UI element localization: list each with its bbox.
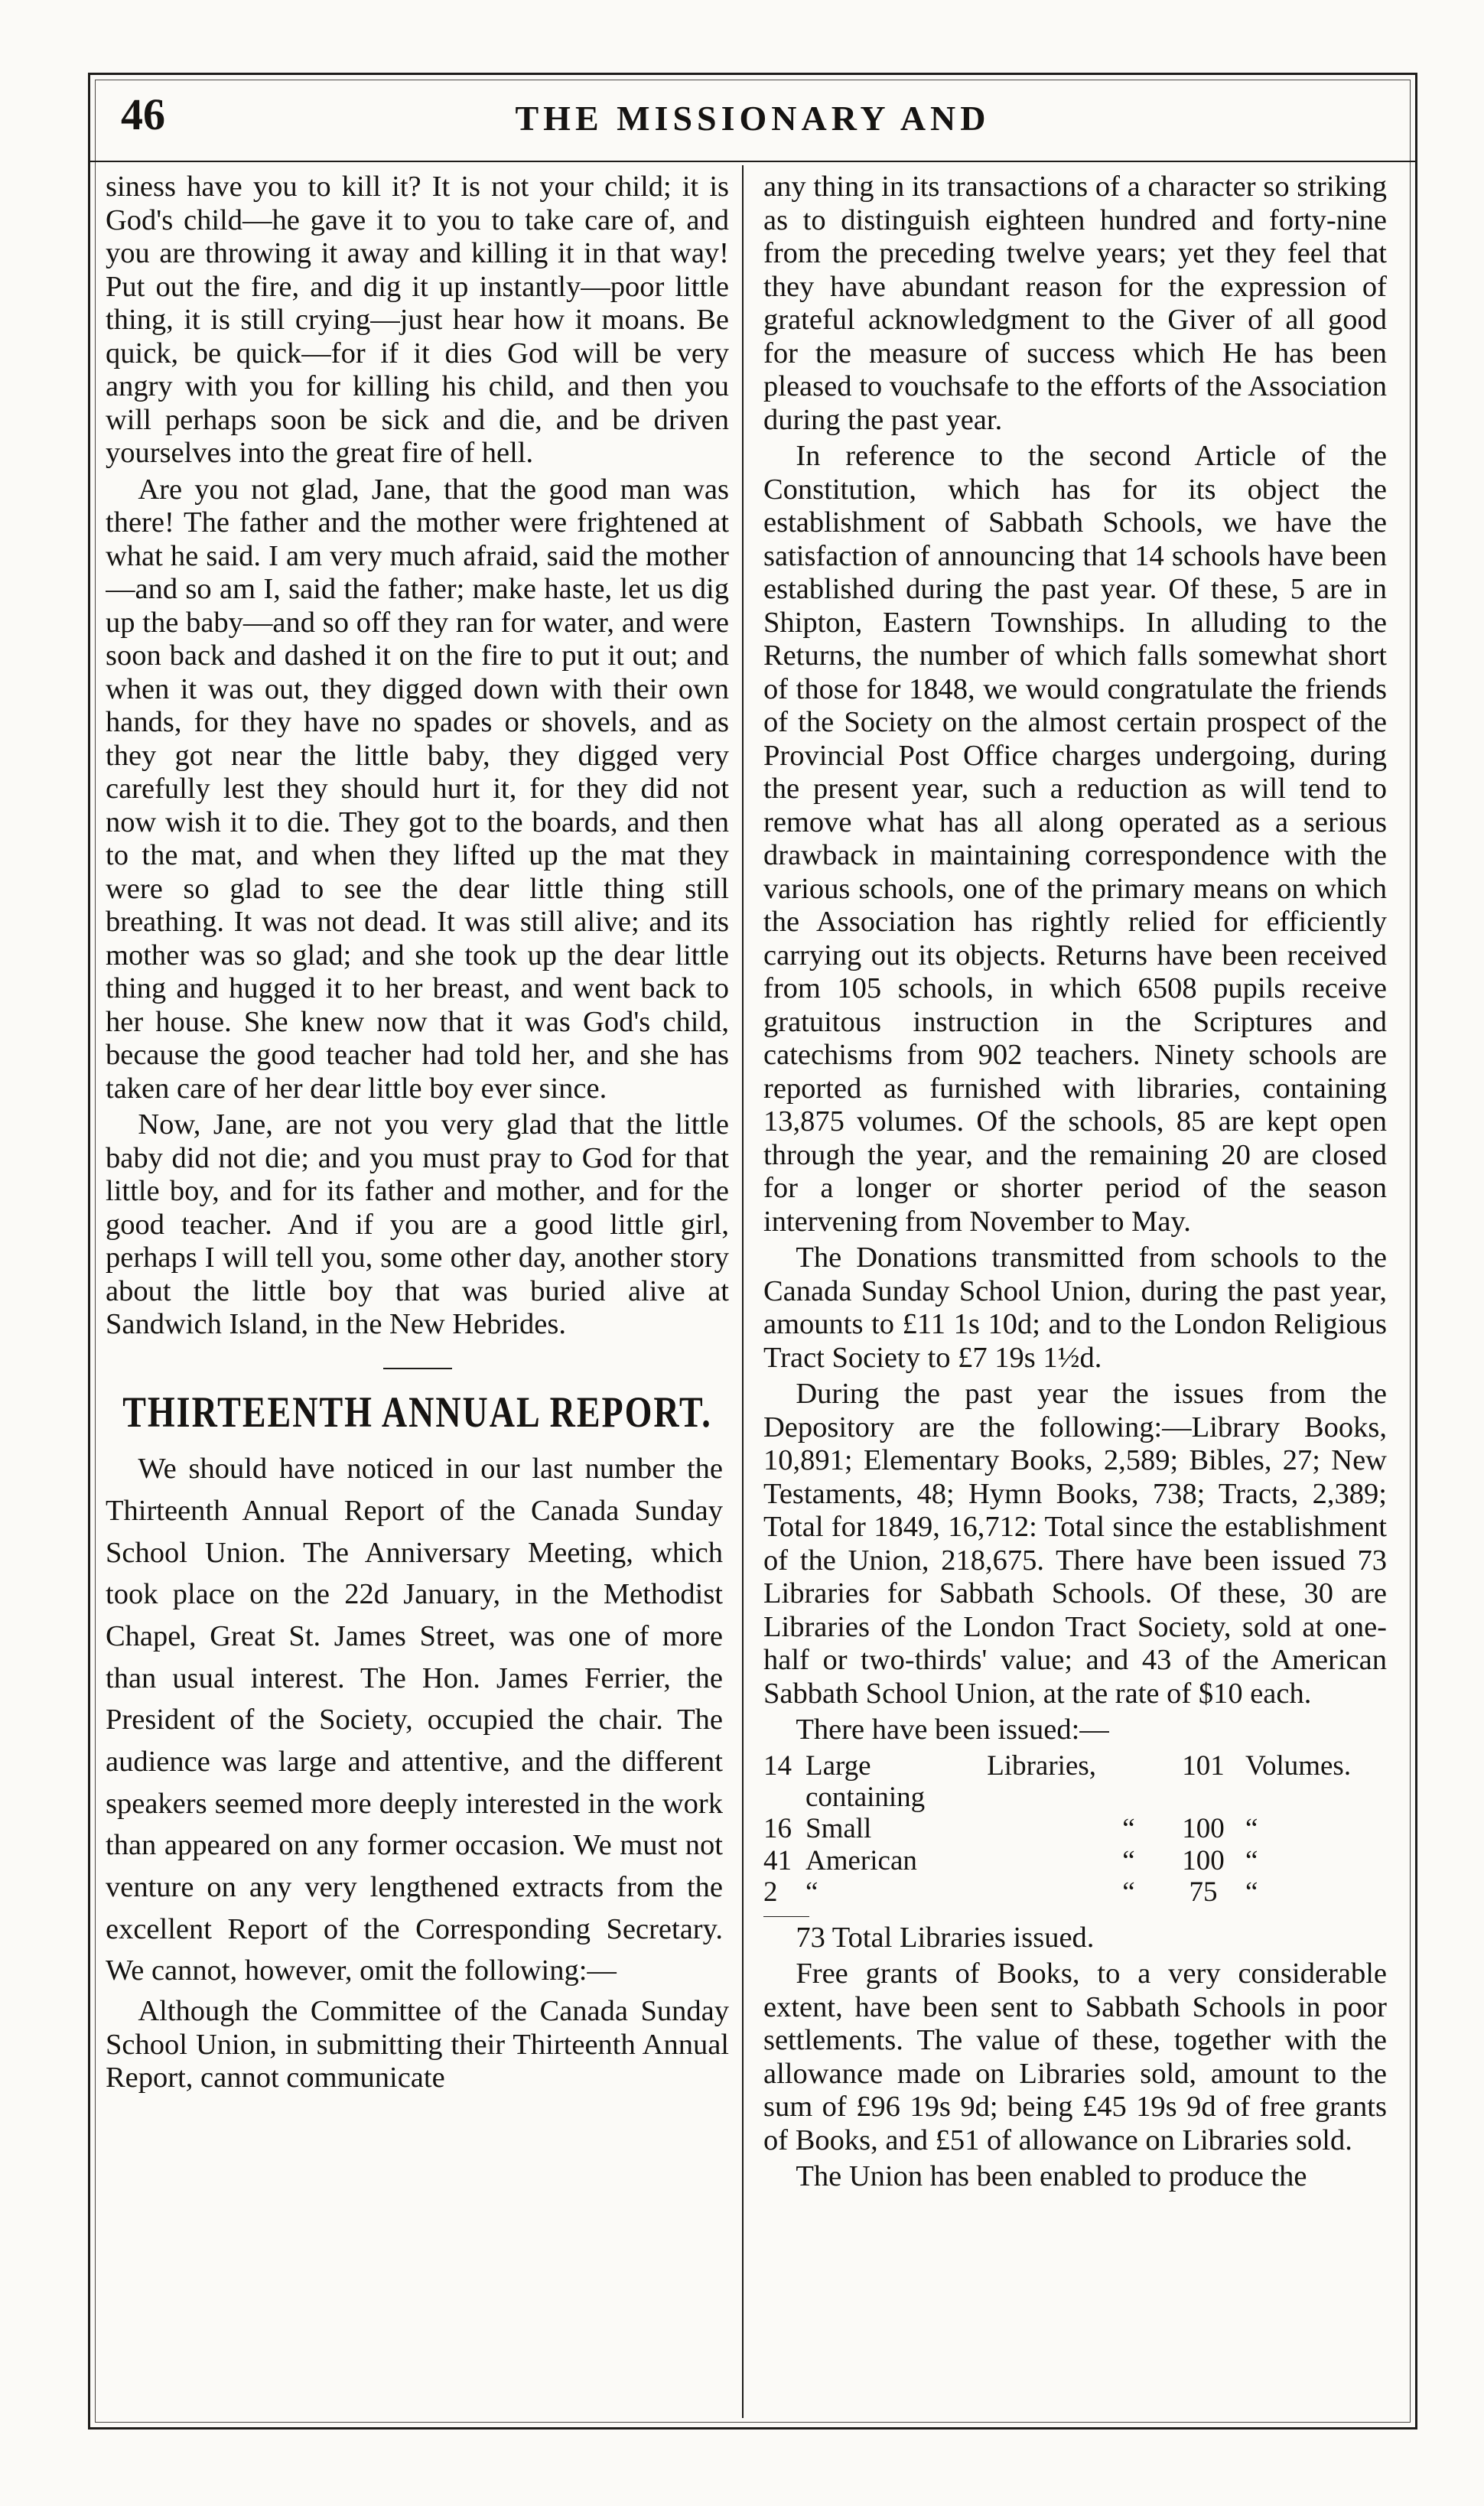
ditto-mark [1096,1750,1161,1814]
running-header [90,75,1415,162]
library-kind: “ [805,1876,818,1909]
ditto-mark: “ [1122,1876,1135,1909]
ditto-mark: “ [1122,1813,1135,1845]
library-unit: Volumes. [1245,1749,1352,1782]
page-number: 46 [121,90,165,139]
library-kind: Large Libraries, containing [805,1749,1096,1813]
library-unit: “ [1245,1813,1258,1845]
report-paragraph: During the past year the issues from the Depository are the following:—Library Books, 10,891; Elementary Books, 2,589; Bibles, 27; New Testaments, 48; Hymn Books, 738; Tracts, 2,389; Total for 1849, 16,712: Total since the establishment of the Union, 218,675. There have been issued 73 Libraries for Sabbath Schools. Of these, 30 are Libraries of the London Tract Society, sold at one-half or two-thirds' value; and 43 of the American Sabbath School Union, at the rate of $10 each. [763,1378,1387,1710]
library-count: 16 [763,1813,792,1845]
table-row [763,1750,1387,1814]
report-paragraph: The Donations transmitted from schools to the Canada Sunday School Union, during the past year, amounts to £11 1s 10d; and to the London Religious Tract Society to £7 19s 1½d. [763,1242,1387,1374]
report-paragraph: In reference to the second Article of the Constitution, which has for its object the establishment of Sabbath Schools, we have the satisfaction of announcing that 14 schools have been established during the past year. Of these, 5 are in Shipton, Eastern Townships. In alluding to the Returns, the number of which falls somewhat short of those for 1848, we would congratulate the friends of the Society on the almost certain prospect of the Provincial Post Office charges undergoing, during the present year, such a reduction as will tend to remove what has all along operated as a serious drawback in maintaining correspondence with the various schools, one of the primary means on which the Association has rightly relied for efficiently carrying out its objects. Returns have been received from 105 schools, in which 6508 pupils receive gratuitous instruction in the Scriptures and catechisms from 902 teachers. Ninety schools are reported as furnished with libraries, containing 13,875 volumes. Of the schools, 85 are kept open through the year, and the remaining 20 are closed for a longer or shorter period of the season intervening from November to May. [763,440,1387,1238]
library-unit: “ [1245,1844,1258,1876]
library-total: 73 Total Libraries issued. [796,1921,1095,1954]
report-excerpt: Although the Committee of the Canada Sunday School Union, in submitting their Thirteenth Annual Report, cannot communicate [106,1995,729,2094]
table-row [763,1813,1387,1844]
right-column [763,171,1387,2412]
report-paragraph: any thing in its transactions of a character so striking as to distinguish eighteen hundred and forty-nine from the preceding twelve years; yet they feel that they have abundant reason for the expression of grateful acknowledgment to the Giver of all good for the measure of success which He has been pleased to vouchsafe to the efforts of the Association during the past year. [763,171,1387,436]
library-volumes: 100 [1182,1813,1225,1845]
left-column [106,171,729,2412]
library-table [763,1750,1387,1909]
page-frame [88,73,1417,2430]
column-divider [742,165,744,2418]
report-paragraph: The Union has been enabled to produce the [796,2160,1307,2193]
story-paragraph: siness have you to kill it? It is not your child; it is God's child—he gave it to you to take care of, and you are throwing it away and killing it in that way! Put out the fire, and dig it up instantly—poor little thing, it is still crying—just hear how it moans. Be quick, be quick—for if it dies God will be very angry with you for killing his child, and then you will perhaps soon be sick and die, and be driven yourselves into the great fire of hell. [106,171,729,469]
section-rule [383,1368,452,1369]
library-volumes: 75 [1189,1876,1218,1909]
report-paragraph: There have been issued:— [796,1714,1109,1746]
library-volumes: 100 [1182,1844,1225,1876]
library-kind: Small [805,1813,872,1845]
report-title: THIRTEENTH ANNUAL REPORT. [122,1387,712,1436]
ditto-mark: “ [1122,1844,1135,1876]
table-row [763,1876,1387,1908]
library-volumes: 101 [1182,1749,1225,1782]
story-paragraph: Are you not glad, Jane, that the good man was there! The father and the mother were frightened at what he said. I am very much afraid, said the mother—and so am I, said the father; make haste, let us dig up the baby—and so off they ran for water, and were soon back and dashed it on the fire to put it out; and when it was out, they digged down with their own hands, for they have no spades or shovels, and as they got near the little baby, they digged very carefully lest they should hurt it, for they did not now wish it to die. They got to the boards, and then to the mat, and when they lifted up the mat they were so glad to see the dear little thing still breathing. It was not dead. It was still alive; and its mother was so glad; and she took up the dear little thing and hugged it to her breast, and went back to her house. She knew now that it was God's child, because the good teacher had told her, and she has taken care of her dear little boy ever since. [106,473,729,1105]
story-paragraph: Now, Jane, are not you very glad that the little baby did not die; and you must pray to God for that little boy, and for its father and mother, and for the good teacher. And if you are a good little girl, perhaps I will tell you, some other day, another story about the little boy that was buried alive at Sandwich Island, in the New Hebrides. [106,1108,729,1340]
library-count: 14 [763,1749,792,1782]
library-count: 2 [763,1876,778,1909]
report-intro: We should have noticed in our last number the Thirteenth Annual Report of the Canada Sunday School Union. The Anniversary Meeting, which took place on the 22d January, in the Methodist Chapel, Great St. James Street, was one of more than usual interest. The Hon. James Ferrier, the President of the Society, occupied the chair. The audience was large and attentive, and the different speakers seemed more deeply interested in the work than appeared on any former occasion. We must not venture on any very lengthened extracts from the excellent Report of the Corresponding Secretary. We cannot, however, omit the following:— [106,1453,723,1987]
report-paragraph: Free grants of Books, to a very considerable extent, have been sent to Sabbath Schools in poor settlements. The value of these, together with the allowance made on Libraries sold, amount to the sum of £96 19s 9d; being £45 19s 9d of free grants of Books, and £51 of allowance on Libraries sold. [763,1958,1387,2156]
library-kind: American [805,1844,917,1876]
library-count: 41 [763,1844,792,1876]
total-rule [763,1916,809,1917]
table-row [763,1845,1387,1876]
running-title: THE MISSIONARY AND [515,99,991,138]
library-unit: “ [1245,1876,1258,1909]
